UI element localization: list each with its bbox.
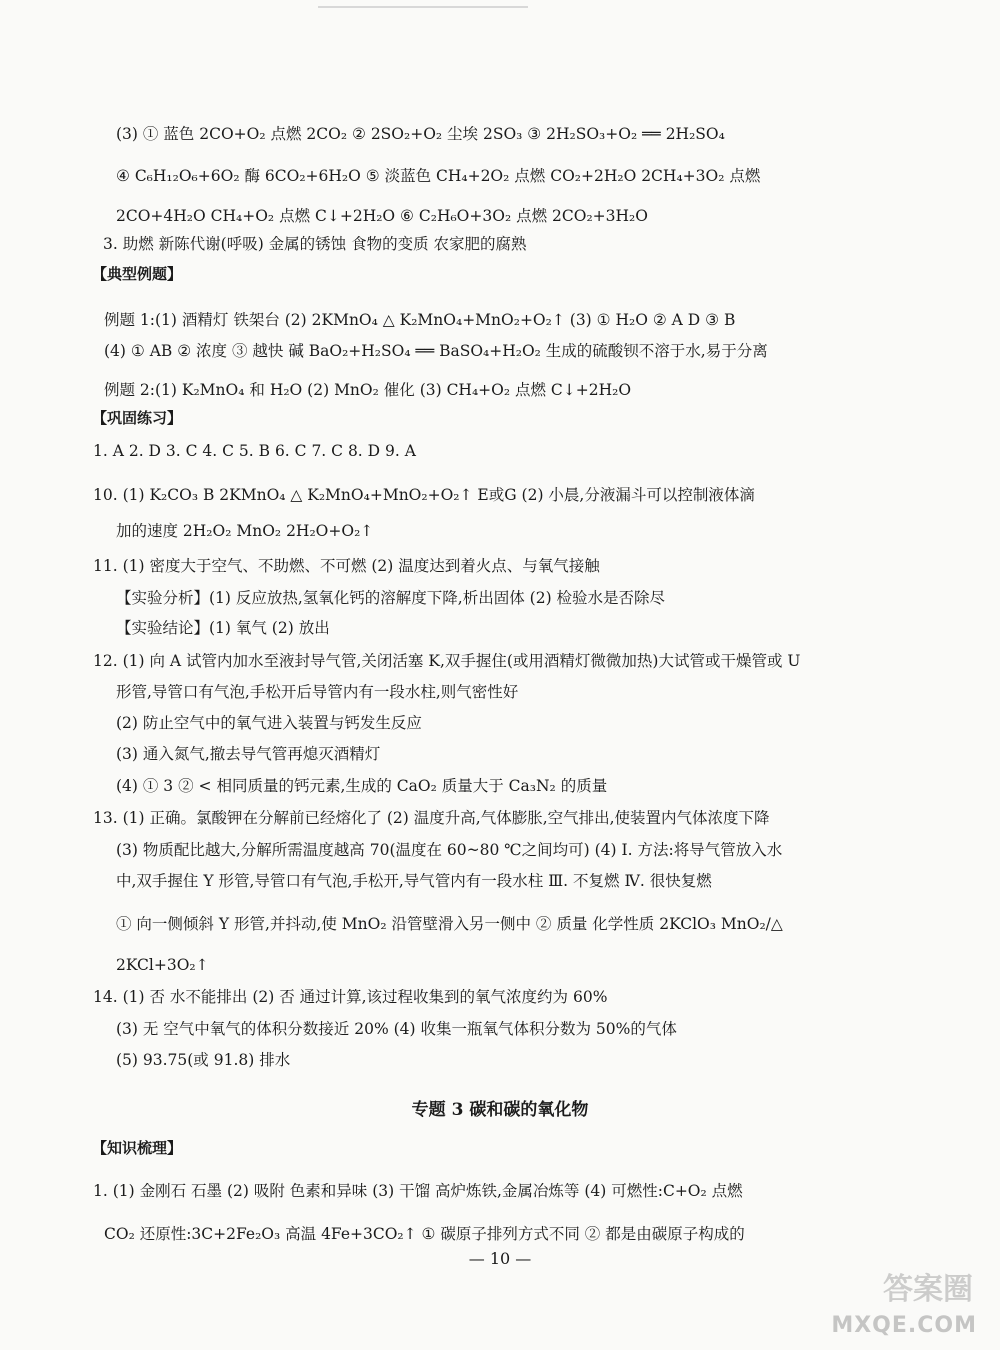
q14-line-2: (3) 无 空气中氧气的体积分数接近 20% (4) 收集一瓶氧气体积分数为 50%的气体 [116, 1020, 677, 1038]
knowledge-line-2: CO₂ 还原性:3C+2Fe₂O₃ 高温 4Fe+3CO₂↑ ① 碳原子排列方式不同 ② 都是由碳原子构成的 [104, 1225, 745, 1243]
q14-line-3: (5) 93.75(或 91.8) 排水 [116, 1051, 291, 1069]
q13-line-1: 13. (1) 正确。氯酸钾在分解前已经熔化了 (2) 温度升高,气体膨胀,空气排出,使装置内气体浓度下降 [93, 809, 770, 827]
q12-line-3: (2) 防止空气中的氧气进入装置与钙发生反应 [116, 714, 422, 732]
watermark-bottom-text: MXQE.COM [831, 1313, 977, 1338]
knowledge-line-1: 1. (1) 金刚石 石墨 (2) 吸附 色素和异味 (3) 干馏 高炉炼铁,金属冶炼等 (4) 可燃性:C+O₂ 点燃 [93, 1182, 743, 1200]
q13-line-2: (3) 物质配比越大,分解所需温度越高 70(温度在 60~80 ℃之间均可) (4) Ⅰ. 方法:将导气管放入水 [116, 841, 783, 859]
q13-line-5: 2KCl+3O₂↑ [116, 956, 209, 974]
answer-line-1: (3) ① 蓝色 2CO+O₂ 点燃 2CO₂ ② 2SO₂+O₂ 尘埃 2SO₃ ③ 2H₂SO₃+O₂ ══ 2H₂SO₄ [116, 125, 725, 143]
site-watermark-logo [820, 1262, 985, 1344]
top-scan-mark [318, 6, 528, 8]
q11-line: 11. (1) 密度大于空气、不助燃、不可燃 (2) 温度达到着火点、与氧气接触 [93, 557, 600, 575]
q10-line-1: 10. (1) K₂CO₃ B 2KMnO₄ △ K₂MnO₄+MnO₂+O₂↑ E或G (2) 小晨,分液漏斗可以控制液体滴 [93, 486, 755, 504]
section-heading-typical-examples: 【典型例题】 [92, 265, 183, 283]
answers-1-9: 1. A 2. D 3. C 4. C 5. B 6. C 7. C 8. D 9. A [93, 442, 416, 460]
page-number: — 10 — [468, 1249, 532, 1268]
example-2-line: 例题 2:(1) K₂MnO₄ 和 H₂O (2) MnO₂ 催化 (3) CH₄+O₂ 点燃 C↓+2H₂O [104, 381, 632, 399]
answer-line-4: 3. 助燃 新陈代谢(呼吸) 金属的锈蚀 食物的变质 农家肥的腐熟 [103, 235, 527, 253]
answer-line-3: 2CO+4H₂O CH₄+O₂ 点燃 C↓+2H₂O ⑥ C₂H₆O+3O₂ 点燃 2CO₂+3H₂O [116, 207, 648, 225]
q13-line-3: 中,双手握住 Y 形管,导管口有气泡,手松开,导气管内有一段水柱 Ⅲ. 不复燃 Ⅳ. 很快复燃 [116, 872, 712, 890]
example-1-line-1: 例题 1:(1) 酒精灯 铁架台 (2) 2KMnO₄ △ K₂MnO₄+MnO₂+O₂↑ (3) ① H₂O ② A D ③ B [104, 311, 736, 329]
section-heading-knowledge: 【知识梳理】 [92, 1139, 183, 1157]
q12-line-4: (3) 通入氮气,撤去导气管再熄灭酒精灯 [116, 745, 381, 763]
topic-title: 专题 3 碳和碳的氧化物 [411, 1100, 589, 1120]
q12-line-5: (4) ① 3 ② < 相同质量的钙元素,生成的 CaO₂ 质量大于 Ca₃N₂ 的质量 [116, 777, 608, 795]
q14-line-1: 14. (1) 否 水不能排出 (2) 否 通过计算,该过程收集到的氧气浓度约为 60% [93, 988, 608, 1006]
experiment-analysis: 【实验分析】(1) 反应放热,氢氧化钙的溶解度下降,析出固体 (2) 检验水是否除尽 [116, 589, 666, 607]
section-heading-consolidation: 【巩固练习】 [92, 409, 183, 427]
experiment-conclusion: 【实验结论】(1) 氧气 (2) 放出 [116, 619, 330, 637]
q12-line-2: 形管,导管口有气泡,手松开后导管内有一段水柱,则气密性好 [116, 683, 519, 701]
q12-line-1: 12. (1) 向 A 试管内加水至液封导气管,关闭活塞 K,双手握住(或用酒精灯微微加热)大试管或干燥管或 U [93, 652, 801, 670]
watermark-top-text: 答案圈 [883, 1272, 973, 1307]
example-1-line-2: (4) ① AB ② 浓度 ③ 越快 碱 BaO₂+H₂SO₄ ══ BaSO₄+H₂O₂ 生成的硫酸钡不溶于水,易于分离 [104, 342, 768, 360]
answer-line-2: ④ C₆H₁₂O₆+6O₂ 酶 6CO₂+6H₂O ⑤ 淡蓝色 CH₄+2O₂ 点燃 CO₂+2H₂O 2CH₄+3O₂ 点燃 [116, 167, 761, 185]
q10-line-2: 加的速度 2H₂O₂ MnO₂ 2H₂O+O₂↑ [116, 522, 374, 540]
q13-line-4: ① 向一侧倾斜 Y 形管,并抖动,使 MnO₂ 沿管壁滑入另一侧中 ② 质量 化学性质 2KClO₃ MnO₂/△ [116, 915, 783, 933]
